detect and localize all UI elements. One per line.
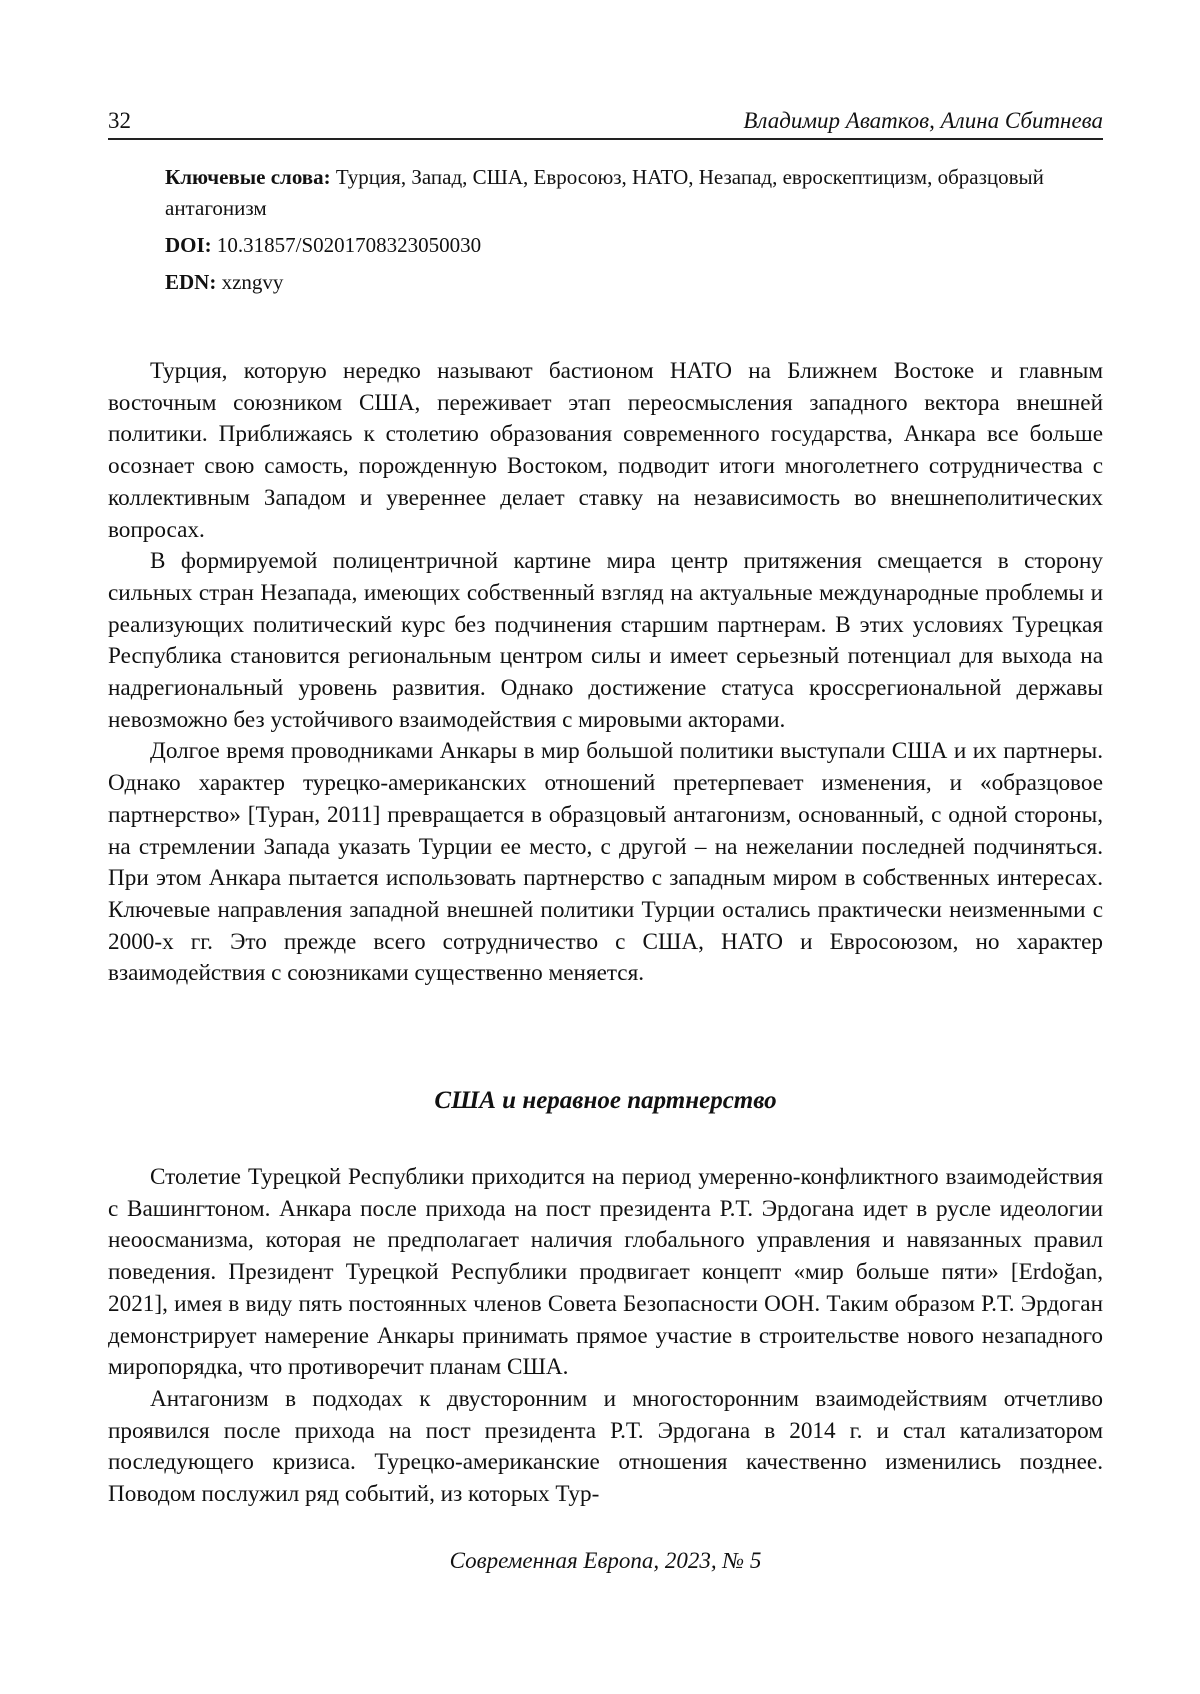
page xyxy=(108,0,1103,1694)
keywords-line xyxy=(165,162,1065,224)
paragraph: В формируемой полицентричной картине мира центр притяжения смещается в сторону сильных стран Незапада, имеющих собственный взгляд на актуальные международные проблемы и реализующих политический курс без подчинения старшим партнерам. В этих условиях Турецкая Республика становится региональным центром силы и имеет серьезный потенциал для выхода на надрегиональный уровень развития. Однако достижение статуса кроссрегиональной державы невозможно без устойчивого взаимодействия с мировыми акторами. xyxy=(108,548,1103,733)
paragraph: Антагонизм в подходах к двусторонним и многосторонним взаимодействиям отчетливо проявился после прихода на пост президента Р.Т. Эрдогана в 2014 г. и стал катализатором последующего кризиса. Турецко-американские отношения качественно изменились позднее. Поводом послужил ряд событий, из которых Тур- xyxy=(108,1385,1103,1508)
keywords-label: Ключевые слова: xyxy=(165,165,331,189)
paragraph: Турция, которую нередко называют бастионом НАТО на Ближнем Востоке и главным восточным союзником США, переживает этап переосмысления западного вектора внешней политики. Приближаясь к столетию образования современного государства, Анкара все больше осознает свою самость, порожденную Востоком, подводит итоги многолетнего сотрудничества с коллективным Западом и увереннее делает ставку на независимость во внешнеполитических вопросах. xyxy=(108,358,1103,543)
running-header xyxy=(108,106,1103,140)
keywords: Турция, Запад, США, Евросоюз, НАТО, Незапад, евроскептицизм, образцовый антагонизм xyxy=(165,165,1044,220)
article-meta xyxy=(165,162,1065,304)
edn-value: xzngvy xyxy=(221,270,284,294)
intro-body xyxy=(108,356,1103,990)
page-number: 32 xyxy=(108,108,131,133)
journal-footer: Современная Европа, 2023, № 5 xyxy=(449,1548,762,1573)
paragraph: Столетие Турецкой Республики приходится на период умеренно-конфликтного взаимодействия с Вашингтоном. Анкара после прихода на пост президента Р.Т. Эрдогана идет в русле идеологии неоосманизма, которая не предполагает наличия глобального управления и навязанных правил поведения. Президент Турецкой Республики продвигает концепт «мир больше пяти» [Erdoğan, 2021], имея в виду пять постоянных членов Совета Безопасности ООН. Таким образом Р.Т. Эрдоган демонстрирует намерение Анкары принимать прямое участие в строительстве нового незападного миропорядка, что противоречит планам США. xyxy=(108,1164,1103,1381)
paragraph: Долгое время проводниками Анкары в мир большой политики выступали США и их партнеры. Однако характер турецко-американских отношений претерпевает изменения, и «образцовое партнерство» [Туран, 2011] превращается в образцовый антагонизм, основанный, с одной стороны, на стремлении Запада указать Турции ее место, с другой – на нежелании последней подчиняться. При этом Анкара пытается использовать партнерство с западным миром в собственных интересах. Ключевые направления западной внешней политики Турции остались практически неизменными с 2000-х гг. Это прежде всего сотрудничество с США, НАТО и Евросоюзом, но характер взаимодействия с союзниками существенно меняется. xyxy=(108,738,1103,987)
doi-label: DOI: xyxy=(165,233,212,257)
edn-label: EDN: xyxy=(165,270,217,294)
section-body xyxy=(108,1162,1103,1511)
authors: Владимир Аватков, Алина Сбитнева xyxy=(743,108,1103,133)
edn-line xyxy=(165,267,1065,298)
doi-value: 10.31857/S0201708323050030 xyxy=(216,233,482,257)
section-heading: США и неравное партнерство xyxy=(434,1087,777,1114)
doi-line xyxy=(165,230,1065,261)
